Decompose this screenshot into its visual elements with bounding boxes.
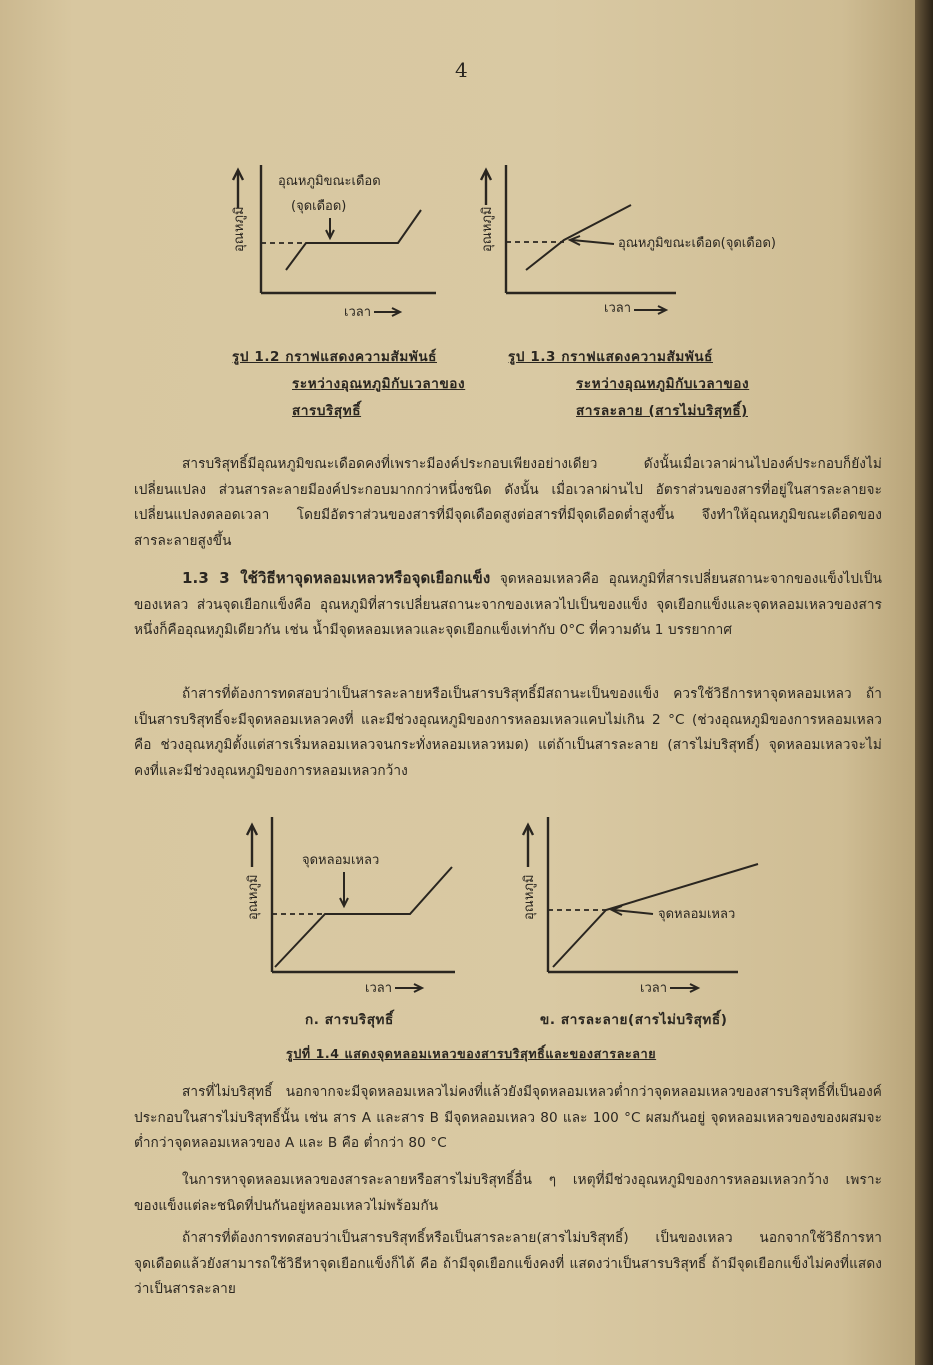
paragraph-text: สารที่ไม่บริสุทธิ์ นอกจากจะมีจุดหลอมเหลวไม่คงที่แล้วยังมีจุดหลอมเหลวต่ำกว่าจุดหลอมเหลวของสารบริสุทธิ์ที่เป็นองค์ประกอบในสารไม่บริสุทธิ์นั้น เช่น สาร A และสาร B มีจุดหลอมเหลว 80 และ 100 °C ผสมกันอยู่ จุดหลอมเหลวของของผสมจะต่ำกว่าจุดหลอมเหลวของ A และ B คือ ต่ำกว่า 80 °C bbox=[134, 1084, 882, 1151]
caption-line: รูป 1.2 กราฟแสดงความสัมพันธ์ bbox=[232, 349, 437, 365]
figure-1-4b-subcaption: ข. สารละลาย(สารไม่บริสุทธิ์) bbox=[540, 1012, 728, 1028]
figure-1-2-graph bbox=[226, 160, 446, 325]
paragraph-text: ถ้าสารที่ต้องการทดสอบว่าเป็นสารละลายหรือเป็นสารบริสุทธิ์มีสถานะเป็นของแข็ง ควรใช้วิธีการหาจุดหลอมเหลว ถ้าเป็นสารบริสุทธิ์จะมีจุดหลอมเหลวคงที่ และมีช่วงอุณหภูมิของการหลอมเหลวแคบไม่เกิน 2 °C (ช่วงอุณหภูมิของการหลอมเหลวคือ ช่วงอุณหภูมิตั้งแต่สารเริ่มหลอมเหลวจนกระทั่งหลอมเหลวหมด) แต่ถ้าเป็นสารละลาย (สารไม่บริสุทธิ์) จุดหลอมเหลวจะไม่คงที่และมีช่วงอุณหภูมิของการหลอมเหลวกว้าง bbox=[134, 686, 882, 779]
section-text: จุดหลอมเหลวคือ อุณหภูมิที่สารเปลี่ยนสถานะจากของแข็งไปเป็นของเหลว ส่วนจุดเยือกแข็งคือ อุณหภูมิที่สารเปลี่ยนสถานะจากของเหลวไปเป็นของแข็ง จุดเยือกแข็งและจุดหลอมเหลวของสารหนึ่งก็คืออุณหภูมิเดียวกัน เช่น น้ำมีจุดหลอมเหลวและจุดเยือกแข็งเท่ากับ 0°C ที่ความดัน 1 บรรยากาศ bbox=[134, 571, 882, 638]
page-number: 4 bbox=[455, 58, 468, 82]
page-binding-edge bbox=[915, 0, 933, 1365]
paragraph-melting-test bbox=[134, 682, 882, 784]
caption-line: ระหว่างอุณหภูมิกับเวลาของ bbox=[292, 376, 466, 392]
temperature-curve bbox=[286, 210, 421, 270]
caption-line: ระหว่างอุณหภูมิกับเวลาของ bbox=[576, 376, 750, 392]
paragraph-text: สารบริสุทธิ์มีอุณหภูมิขณะเดือดคงที่เพราะมีองค์ประกอบเพียงอย่างเดียว ดังนั้นเมื่อเวลาผ่านไปองค์ประกอบก็ยังไม่เปลี่ยนแปลง ส่วนสารละลายมีองค์ประกอบมากกว่าหนึ่งชนิด ดังนั้น เมื่อเวลาผ่านไป อัตราส่วนของสารที่อยู่ในสารละลายจะเปลี่ยนแปลงตลอดเวลา โดยมีอัตราส่วนของสารที่มีจุดเดือดสูงต่อสารที่มีจุดเดือดต่ำสูงขึ้น จึงทำให้อุณหภูมิขณะเดือดของสารละลายสูงขึ้น bbox=[134, 456, 882, 549]
section-1-3-3 bbox=[134, 566, 882, 644]
figure-1-4a-graph bbox=[240, 812, 470, 1002]
caption-line: สารละลาย (สารไม่บริสุทธิ์) bbox=[576, 403, 748, 419]
boiling-point-note-line2: (จุดเดือด) bbox=[291, 199, 347, 214]
x-axis-label: เวลา bbox=[344, 305, 372, 320]
y-axis-label: อุณหภูมิ bbox=[522, 874, 537, 920]
figure-1-2-caption bbox=[232, 344, 465, 425]
figure-1-4a-subcaption: ก. สารบริสุทธิ์ bbox=[305, 1012, 394, 1028]
paragraph-impure-melting bbox=[134, 1080, 882, 1157]
melting-point-note: จุดหลอมเหลว bbox=[658, 907, 736, 922]
paragraph-text: ในการหาจุดหลอมเหลวของสารละลายหรือสารไม่บริสุทธิ์อื่น ๆ เหตุที่มีช่วงอุณหภูมิของการหลอมเหลวกว้าง เพราะของแข็งแต่ละชนิดที่ปนกันอยู่หลอมเหลวไม่พร้อมกัน bbox=[134, 1172, 882, 1214]
y-axis-label: อุณหภูมิ bbox=[480, 206, 495, 252]
temperature-curve bbox=[275, 867, 452, 967]
figure-1-3-graph bbox=[476, 160, 836, 325]
boiling-point-note-line1: อุณหภูมิขณะเดือด bbox=[278, 174, 381, 189]
caption-line: รูป 1.3 กราฟแสดงความสัมพันธ์ bbox=[508, 349, 713, 365]
x-axis-label: เวลา bbox=[365, 981, 393, 996]
x-axis-label: เวลา bbox=[640, 981, 668, 996]
section-heading: 1.3 3 ใช้วิธีหาจุดหลอมเหลวหรือจุดเยือกแข็ง bbox=[182, 569, 491, 587]
figure-1-4-caption bbox=[286, 1040, 656, 1067]
figure-1-4b-graph bbox=[518, 812, 778, 1002]
paragraph-freezing-test bbox=[134, 1226, 882, 1303]
paragraph-boiling bbox=[134, 452, 882, 554]
melting-point-note: จุดหลอมเหลว bbox=[302, 853, 380, 868]
y-axis-label: อุณหภูมิ bbox=[232, 206, 247, 252]
caption-line: รูปที่ 1.4 แสดงจุดหลอมเหลวของสารบริสุทธิ์และของสารละลาย bbox=[286, 1046, 657, 1061]
paragraph-melting-range bbox=[134, 1168, 882, 1219]
paragraph-text: ถ้าสารที่ต้องการทดสอบว่าเป็นสารบริสุทธิ์หรือเป็นสารละลาย(สารไม่บริสุทธิ์) เป็นของเหลว นอกจากใช้วิธีการหาจุดเดือดแล้วยังสามารถใช้วิธีหาจุดเยือกแข็งก็ได้ คือ ถ้ามีจุดเยือกแข็งคงที่ แสดงว่าเป็นสารบริสุทธิ์ ถ้ามีจุดเยือกแข็งไม่คงที่แสดงว่าเป็นสารละลาย bbox=[134, 1230, 882, 1297]
boiling-point-note: อุณหภูมิขณะเดือด(จุดเดือด) bbox=[618, 236, 776, 251]
caption-line: สารบริสุทธิ์ bbox=[292, 403, 362, 419]
y-axis-label: อุณหภูมิ bbox=[246, 874, 261, 920]
figure-1-3-caption bbox=[508, 344, 749, 425]
x-axis-label: เวลา bbox=[604, 301, 632, 316]
